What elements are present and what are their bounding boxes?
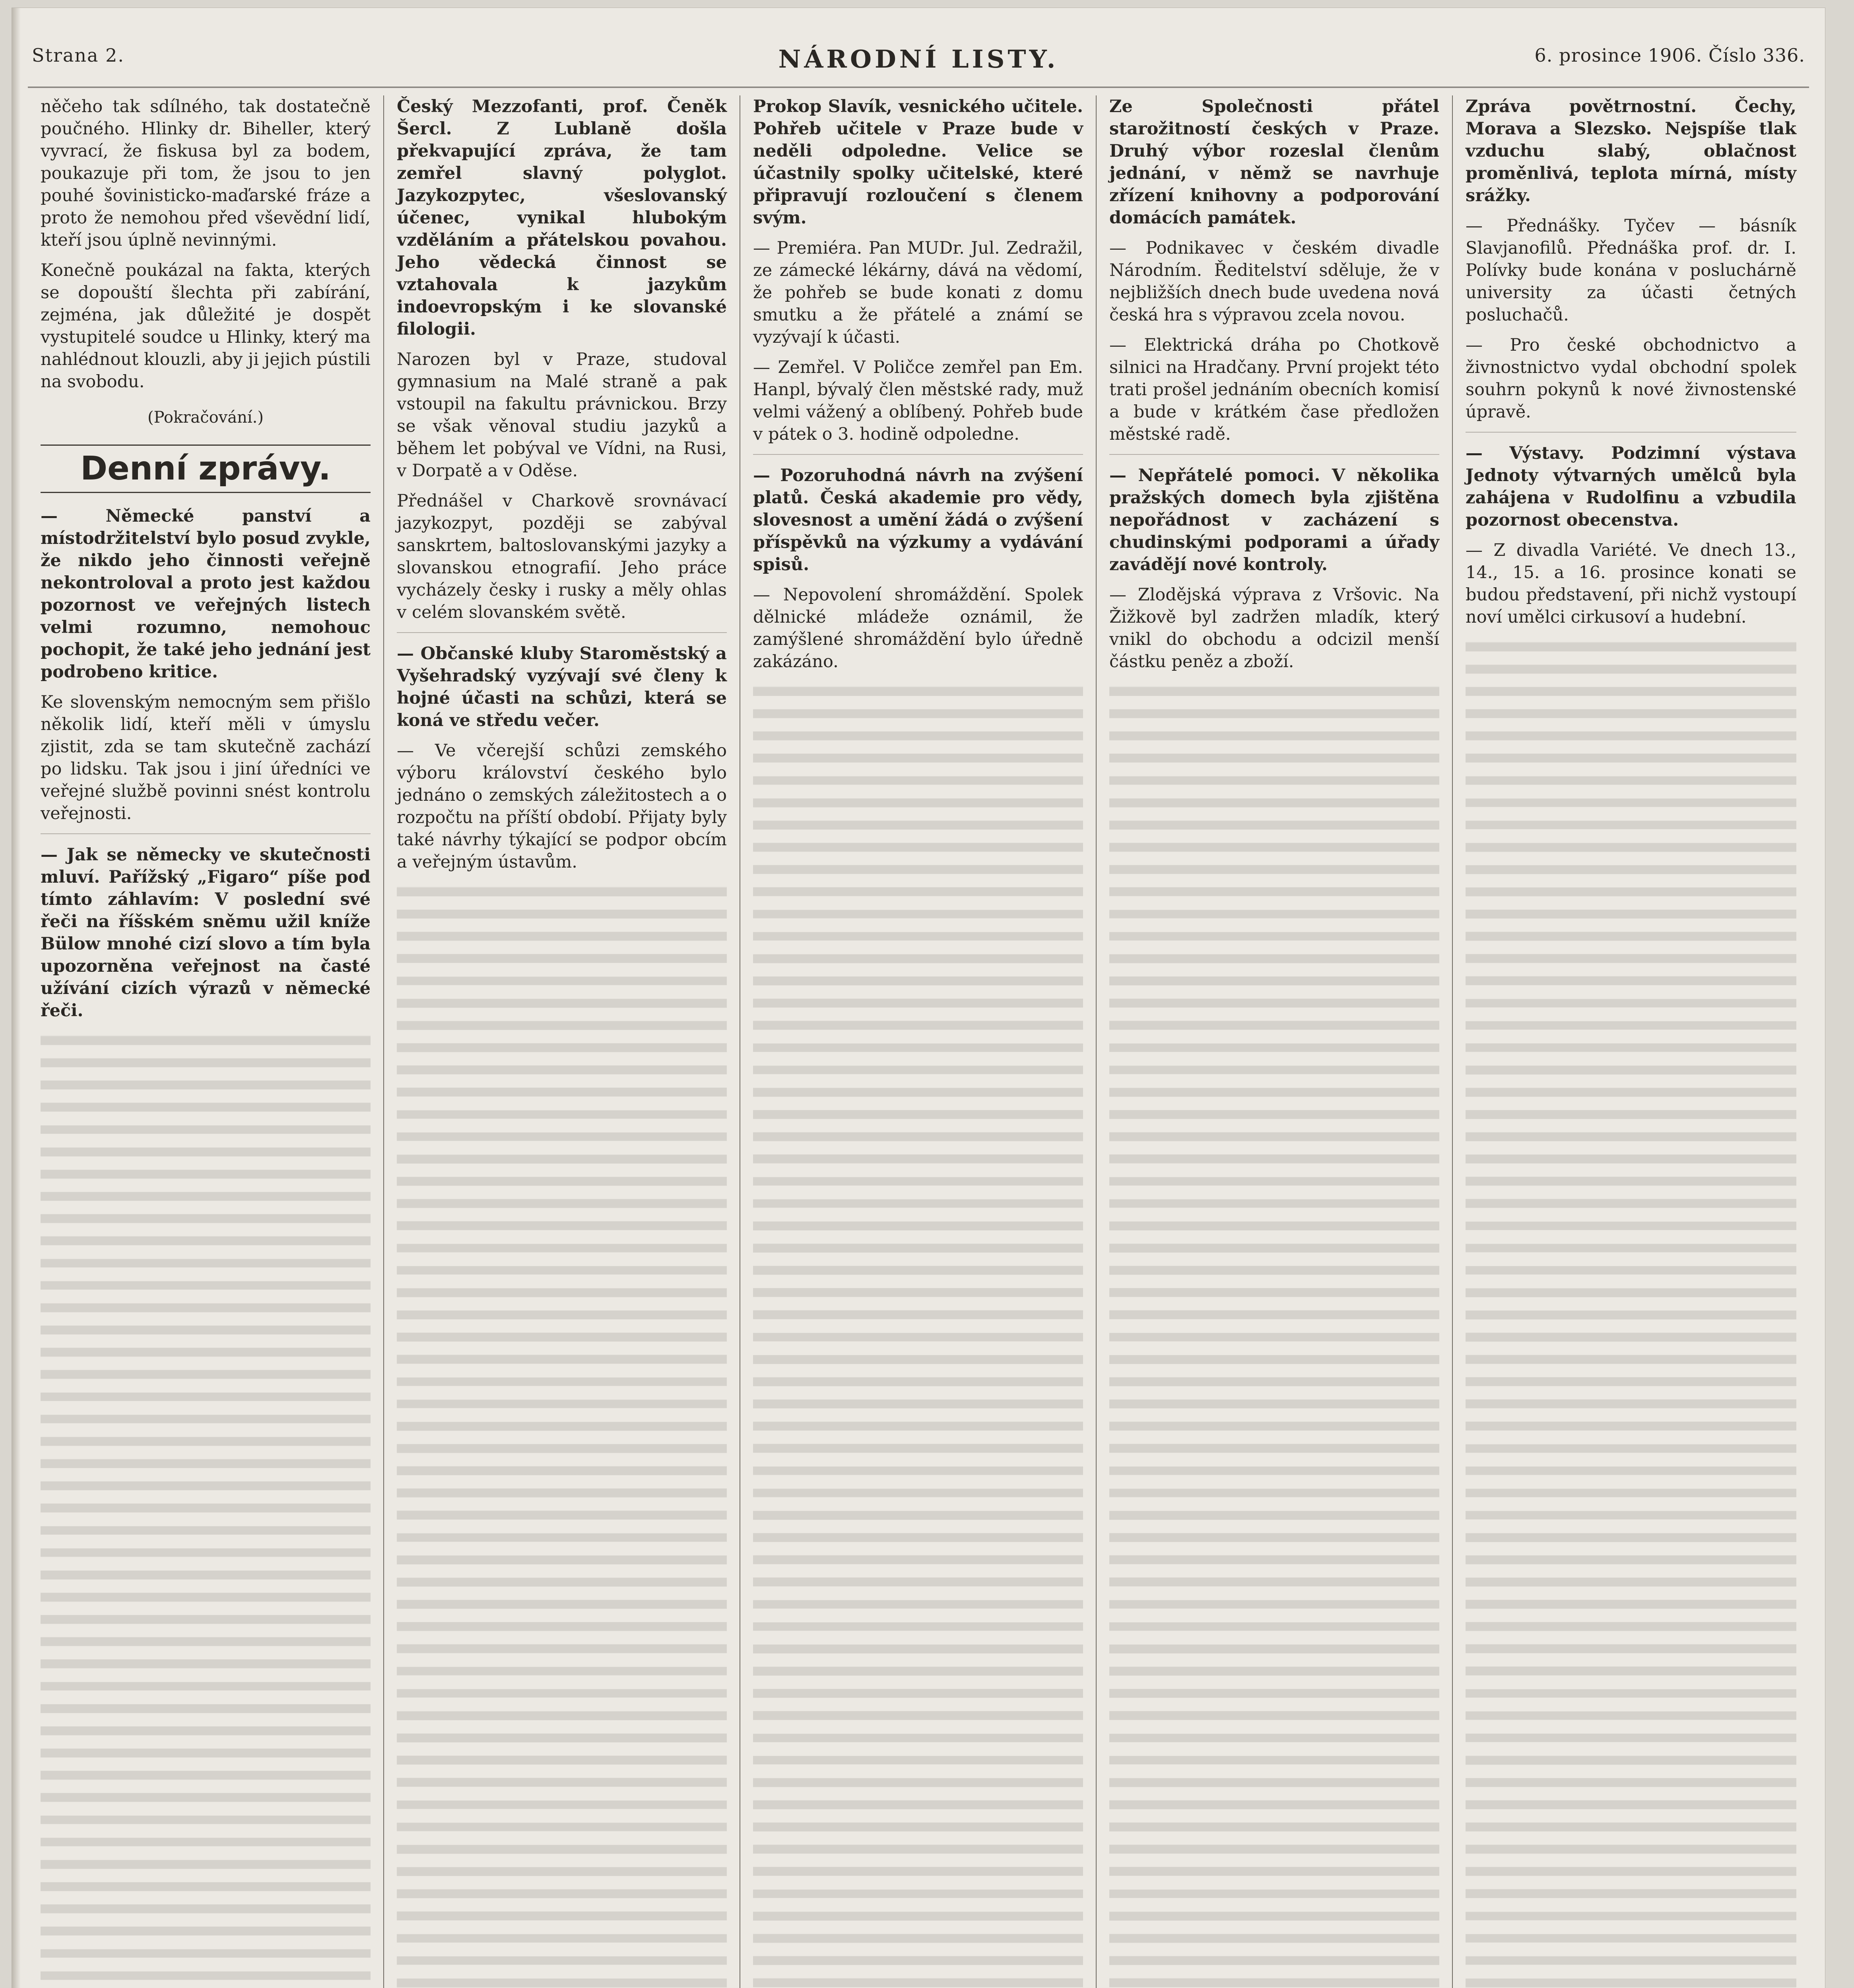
paragraph: Prokop Slavík, vesnického učitele. Pohřeb učitele v Praze bude v neděli odpoledne. Velice se účastnily spolky učitelské, které připravují rozloučení s členem svým. <box>753 97 1083 228</box>
paragraph: Přednášel v Charkově srovnávací jazykozpyt, později se zabýval sanskrtem, baltoslovanskými jazyky a slovanskou etnografií. Jeho práce vycházely česky i rusky a měly ohlas v celém slovanském světě. <box>397 491 727 622</box>
paragraph: — Pro české obchodnictvo a živnostnictvo vydal obchodní spolek souhrn pokynů k nové živnostenské úpravě. <box>1466 335 1796 422</box>
column-5 <box>1453 95 1809 1988</box>
text-filler <box>1466 642 1796 1988</box>
date-issue: 6. prosince 1906. Číslo 336. <box>1534 45 1805 66</box>
article-obituary <box>397 95 727 873</box>
newspaper-columns <box>28 95 1809 1988</box>
column-1 <box>28 95 384 1988</box>
page-label: Strana 2. <box>32 45 124 66</box>
paragraph: — Ve včerejší schůzi zemského výboru království českého bylo jednáno o zemských záležitostech a o rozpočtu na příští období. Přijaty byly také návrhy týkající se podpor obcím a veřejným ústavům. <box>397 741 727 872</box>
divider <box>397 632 727 633</box>
paragraph: Zpráva povětrnostní. Čechy, Morava a Slezsko. Nejspíše tlak vzduchu slabý, oblačnost proměnlivá, teplota mírná, místy srážky. <box>1466 97 1796 206</box>
paragraph: — Německé panství a místodržitelství bylo posud zvykle, že nikdo jeho činnosti veřejně nekontroloval a proto jest každou pozornost ve veřejných listech velmi rozumno, nemohouc pochopit, že také jeho jednání jest podrobeno kritice. <box>41 506 371 682</box>
page-shadow <box>12 8 21 1988</box>
paragraph: — Jak se německy ve skutečnosti mluví. Pařížský „Figaro“ píše pod tímto záhlavím: V poslední své řeči na říšském sněmu užil kníže Bülow mnohé cizí slovo a tím byla upozorněna veřejnost na časté užívání cizích výrazů v německé řeči. <box>41 845 371 1021</box>
divider <box>41 833 371 834</box>
article-news <box>41 505 371 1022</box>
paragraph: — Pozoruhodná návrh na zvýšení platů. Česká akademie pro vědy, slovesnost a umění žádá o zvýšení příspěvků na výzkumy a vydávání spisů. <box>753 466 1083 575</box>
newspaper-title: NÁRODNÍ LISTY. <box>778 45 1059 74</box>
paragraph: Narozen byl v Praze, studoval gymnasium na Malé straně a pak vstoupil na fakultu právnickou. Brzy se však věnoval studiu jazyků a během let pobýval ve Vídni, na Rusi, v Dorpatě a v Oděse. <box>397 349 727 481</box>
paragraph: — Elektrická dráha po Chotkově silnici na Hradčany. První projekt této trati prošel jednáním obecních komisí a bude v krátkém čase předložen městské radě. <box>1109 335 1439 444</box>
article-intro <box>41 95 371 393</box>
paragraph: — Zemřel. V Poličce zemřel pan Em. Hanpl, bývalý člen městské rady, muž velmi vážený a oblíbený. Pohřeb bude v pátek o 3. hodině odpoledne. <box>753 357 1083 444</box>
paragraph: Ze Společnosti přátel starožitností českých v Praze. Druhý výbor rozeslal členům jednání, v němž se navrhuje zřízení knihovny a podporování domácích památek. <box>1109 97 1439 228</box>
masthead <box>28 27 1809 88</box>
text-filler <box>41 1035 371 1988</box>
divider <box>1109 454 1439 455</box>
paragraph: — Premiéra. Pan MUDr. Jul. Zedražil, ze zámecké lékárny, dává na vědomí, že pohřeb se bude konati z domu smutku a že přátelé a známí se vyzývají k účasti. <box>753 238 1083 347</box>
column-4 <box>1097 95 1453 1988</box>
paragraph: — Z divadla Variété. Ve dnech 13., 14., 15. a 16. prosince konati se budou představení, při nichž vystoupí noví umělci cirkusoví a hudební. <box>1466 540 1796 627</box>
paragraph: — Výstavy. Podzimní výstava Jednoty výtvarných umělců byla zahájena v Rudolfinu a vzbudila pozornost obecenstva. <box>1466 443 1796 530</box>
column-2 <box>384 95 740 1988</box>
continuation-note: (Pokračování.) <box>148 408 264 427</box>
article-city-news <box>1109 95 1439 673</box>
article-reports <box>1466 95 1796 628</box>
paragraph: — Podnikavec v českém divadle Národním. Ředitelství sděluje, že v nejbližších dnech bude uvedena nová česká hra s výpravou zcela novou. <box>1109 238 1439 325</box>
paragraph: — Přednášky. Tyčev — básník Slavjanofilů. Přednáška prof. dr. I. Polívky bude konána v posluchárně university za účasti četných posluchačů. <box>1466 216 1796 325</box>
text-filler <box>753 686 1083 1988</box>
paragraph: — Nepovolení shromáždění. Spolek dělnické mládeže oznámil, že zamýšlené shromáždění bylo úředně zakázáno. <box>753 585 1083 672</box>
divider <box>1466 432 1796 433</box>
newspaper-page <box>12 8 1825 1988</box>
paragraph: — Zlodějská výprava z Vršovic. Na Žižkově byl zadržen mladík, který vnikl do obchodu a odcizil menší částku peněz a zboží. <box>1109 585 1439 672</box>
paragraph: Český Mezzofanti, prof. Čeněk Šercl. Z Lublaně došla překvapující zpráva, že tam zemřel slavný polyglot. Jazykozpytec, všeslovanský účenec, vynikal hlubokým vzděláním a přátelskou povahou. Jeho vědecká činnost se vztahovala k jazykům indoevropským i ke slovanské filologii. <box>397 97 727 339</box>
paragraph: Ke slovenským nemocným sem přišlo několik lidí, kteří měli v úmyslu zjistit, zda se tam skutečně zachází po lidsku. Tak jsou i jiní úředníci ve veřejné službě povinni snést kontrolu veřejnosti. <box>41 692 371 823</box>
divider <box>753 454 1083 455</box>
text-filler <box>1109 686 1439 1988</box>
paragraph: — Občanské kluby Staroměstský a Vyšehradský vyzývají své členy k hojné účasti na schůzi, která se koná ve středu večer. <box>397 644 727 730</box>
paragraph: něčeho tak sdílného, tak dostatečně poučného. Hlinky dr. Biheller, který vyvrací, že fiskusa byl za bodem, poukazuje při tom, že jsou to jen pouhé šovinisticko-maďarské fráze a proto že nemohou před vševědní lidí, kteří jsou úplně nevinnými. <box>41 97 371 250</box>
article-local-news <box>753 95 1083 673</box>
section-title: Denní zprávy. <box>41 445 371 493</box>
paragraph: Konečně poukázal na fakta, kterých se dopouští šlechta při zabírání, zejména, jak důležité je dospět vystupitelé soudce u Hlinky, který ma nahlédnout klouzli, aby ji jejich pústili na svobodu. <box>41 260 371 392</box>
text-filler <box>397 887 727 1988</box>
column-3 <box>740 95 1097 1988</box>
paragraph: — Nepřátelé pomoci. V několika pražských domech byla zjištěna nepořádnost v zacházení s chudinskými podporami a úřady zavádějí nové kontroly. <box>1109 466 1439 575</box>
